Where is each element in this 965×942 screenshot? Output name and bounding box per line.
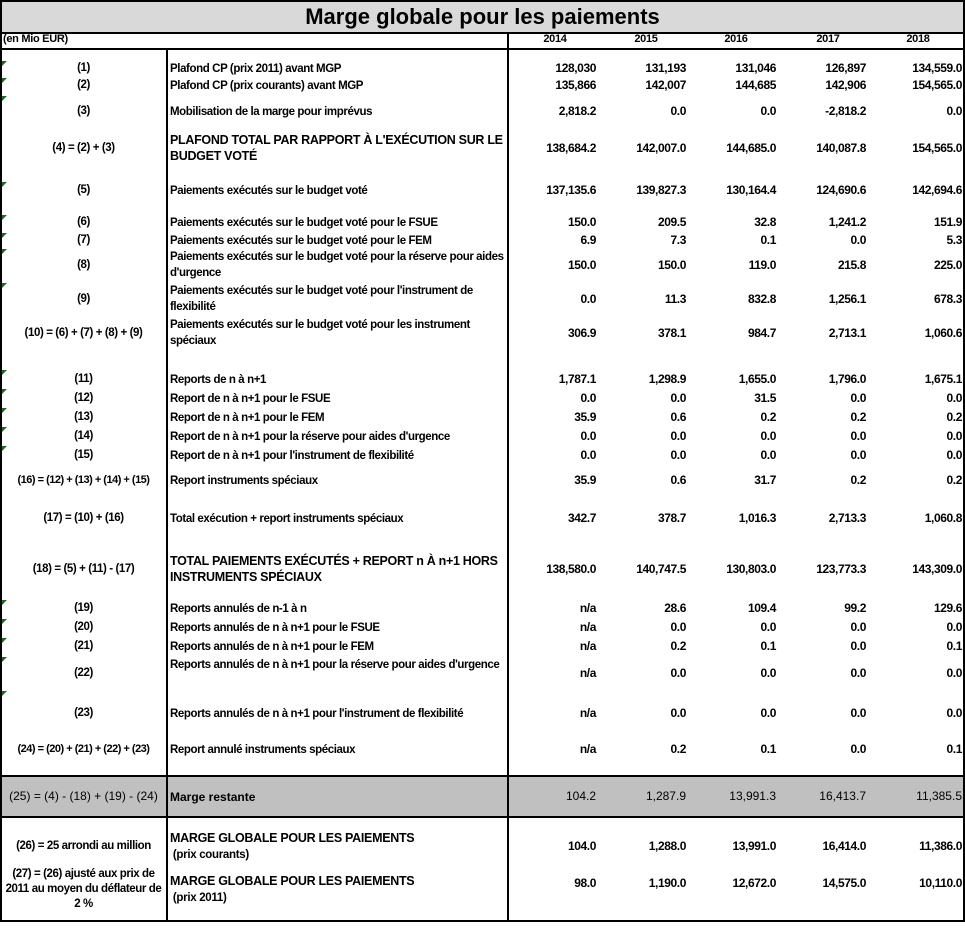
year-header-2016: 2016	[724, 33, 748, 45]
value-2018: 1,675.1	[924, 372, 962, 386]
value-2014: 104.2	[565, 789, 596, 803]
value-2018: 0.2	[946, 410, 962, 424]
value-2014: 137,135.6	[546, 183, 596, 197]
cell-comment-marker-icon	[2, 249, 7, 254]
table-title: Marge globale pour les paiements	[0, 0, 965, 34]
value-2018: 0.1	[946, 639, 962, 653]
value-2014: n/a	[579, 742, 596, 756]
value-2014: 138,580.0	[546, 562, 596, 576]
value-2015: 1,288.0	[648, 839, 686, 853]
value-2016: 1,655.0	[738, 372, 776, 386]
value-2016: 0.0	[760, 620, 776, 634]
value-2014: 128,030	[555, 61, 596, 75]
row-formula: (17) = (10) + (16)	[43, 512, 124, 524]
value-2015: 0.0	[670, 620, 686, 634]
value-2017: 16,413.7	[819, 789, 866, 803]
value-2017: 126,897	[825, 61, 866, 75]
value-2016: 13,991.3	[729, 789, 776, 803]
value-2018: 151.9	[933, 215, 962, 229]
value-2018: 143,309.0	[912, 562, 962, 576]
value-2016: 12,672.0	[732, 876, 776, 890]
value-2014: 1,787.1	[558, 372, 596, 386]
row-formula: (14)	[74, 430, 93, 442]
row-formula: (6)	[77, 216, 90, 228]
year-header-2015: 2015	[634, 33, 658, 45]
value-2018: 678.3	[933, 292, 962, 306]
value-2014: 342.7	[567, 511, 596, 525]
value-2015: 142,007	[645, 78, 686, 92]
unit-label: (en Mio EUR)	[3, 33, 68, 45]
row-label-line1: MARGE GLOBALE POUR LES PAIEMENTS	[170, 831, 415, 845]
value-2014: 138,684.2	[546, 141, 596, 155]
row-label: Report de n à n+1 pour le FEM	[170, 412, 325, 424]
value-2018: 11,386.0	[919, 839, 962, 853]
value-2014: n/a	[579, 666, 596, 680]
value-2016: 130,164.4	[726, 183, 776, 197]
value-2018: 0.0	[946, 620, 962, 634]
value-2017: 0.0	[850, 448, 866, 462]
value-2017: 0.0	[850, 429, 866, 443]
row-formula: (20)	[74, 621, 93, 633]
value-2018: 154,565.0	[912, 141, 962, 155]
value-2016: 0.1	[760, 639, 776, 653]
value-2015: 7.3	[670, 233, 686, 247]
row-label-line2: (prix 2011)	[170, 892, 227, 904]
value-2018: 0.0	[946, 448, 962, 462]
value-2014: 0.0	[580, 448, 596, 462]
value-2017: 0.0	[850, 233, 866, 247]
value-2018: 225.0	[933, 258, 962, 272]
value-2018: 0.0	[946, 391, 962, 405]
row-formula: (5)	[77, 184, 90, 196]
row-formula: (24) = (20) + (21) + (22) + (23)	[17, 743, 150, 755]
year-header-2018: 2018	[906, 33, 930, 45]
row-label: Reports annulés de n à n+1 pour le FSUE	[170, 622, 380, 634]
value-2014: 0.0	[580, 391, 596, 405]
value-2017: 142,906	[825, 78, 866, 92]
value-2017: 0.2	[850, 473, 866, 487]
row-label: Plafond CP (prix 2011) avant MGP	[170, 63, 342, 75]
value-2018: 142,694.6	[912, 183, 962, 197]
row-formula: (26) = 25 arrondi au million	[16, 840, 151, 852]
value-2018: 0.0	[946, 429, 962, 443]
value-2018: 1,060.6	[924, 326, 962, 340]
cell-comment-marker-icon	[2, 283, 7, 288]
row-label: Paiements exécutés sur le budget voté pour les instrument spéciaux	[170, 319, 470, 347]
value-2018: 134,559.0	[912, 61, 962, 75]
value-2016: 0.0	[760, 666, 776, 680]
row-formula: (10) = (6) + (7) + (8) + (9)	[24, 327, 143, 339]
row-label: Reports annulés de n à n+1 pour le FEM	[170, 641, 374, 653]
cell-comment-marker-icon	[2, 657, 7, 662]
row-label: Plafond CP (prix courants) avant MGP	[170, 80, 364, 92]
value-2016: 119.0	[748, 258, 776, 272]
value-2015: 140,747.5	[636, 562, 686, 576]
row-label-line2: (prix courants)	[170, 849, 249, 861]
value-2017: 0.0	[850, 706, 866, 720]
value-2018: 0.1	[946, 742, 962, 756]
year-header-2017: 2017	[816, 33, 840, 45]
value-2015: 139,827.3	[636, 183, 686, 197]
value-2016: 0.1	[760, 233, 776, 247]
value-2016: 131,046	[735, 61, 776, 75]
value-2014: 0.0	[580, 429, 596, 443]
value-2015: 150.0	[657, 258, 686, 272]
value-2017: 1,241.2	[828, 215, 866, 229]
value-2017: 0.0	[850, 742, 866, 756]
value-2018: 154,565.0	[912, 78, 962, 92]
value-2015: 131,193	[645, 61, 686, 75]
value-2016: 0.1	[760, 742, 776, 756]
row-label: Report instruments spéciaux	[170, 475, 318, 487]
row-label-line1: MARGE GLOBALE POUR LES PAIEMENTS	[170, 874, 415, 888]
value-2015: 28.6	[664, 601, 686, 615]
value-2017: -2,818.2	[825, 104, 866, 118]
value-2016: 109.4	[747, 601, 776, 615]
value-2014: 35.9	[574, 473, 596, 487]
value-2014: n/a	[579, 620, 596, 634]
value-2018: 1,060.8	[924, 511, 962, 525]
value-2014: n/a	[579, 706, 596, 720]
row25-bottom-border	[0, 816, 965, 818]
value-2018: 129.6	[933, 601, 962, 615]
value-2016: 0.0	[760, 706, 776, 720]
value-2017: 0.0	[850, 666, 866, 680]
value-2015: 1,190.0	[648, 876, 686, 890]
value-2016: 130,803.0	[726, 562, 776, 576]
row-formula: (2)	[77, 79, 90, 91]
row-label: Report de n à n+1 pour l'instrument de flexibilité	[170, 450, 414, 462]
row-formula: (13)	[74, 411, 93, 423]
row-formula: (7)	[77, 234, 90, 246]
row-label: Paiements exécutés sur le budget voté	[170, 185, 368, 197]
row-label: Report annulé instruments spéciaux	[170, 744, 356, 756]
value-2016: 0.0	[760, 104, 776, 118]
row-label: Paiements exécutés sur le budget voté pour l'instrument de flexibilité	[170, 285, 473, 313]
row-formula: (22)	[74, 667, 93, 679]
value-2016: 0.2	[760, 410, 776, 424]
value-2018: 11,385.5	[916, 789, 962, 803]
value-2018: 10,110.0	[919, 876, 962, 890]
value-2014: 2,818.2	[558, 104, 596, 118]
value-2017: 0.0	[850, 620, 866, 634]
row-formula: (19)	[74, 602, 93, 614]
value-2015: 0.0	[670, 429, 686, 443]
value-2016: 31.5	[754, 391, 776, 405]
row-label	[170, 873, 506, 906]
row-label: Reports annulés de n à n+1 pour l'instrument de flexibilité	[170, 708, 464, 720]
row-label: Marge restante	[170, 790, 256, 804]
value-2014: 6.9	[580, 233, 596, 247]
value-2018: 0.2	[946, 473, 962, 487]
value-2016: 32.8	[754, 215, 776, 229]
value-2018: 0.0	[946, 706, 962, 720]
value-2014: 98.0	[574, 876, 596, 890]
row-formula: (8)	[77, 259, 90, 271]
year-header-2014: 2014	[543, 33, 567, 45]
value-2017: 99.2	[844, 601, 866, 615]
value-2015: 209.5	[657, 215, 686, 229]
row-label: Total exécution + report instruments spéciaux	[170, 513, 404, 525]
value-2017: 123,773.3	[816, 562, 866, 576]
value-2017: 140,087.8	[816, 141, 866, 155]
value-2014: n/a	[579, 601, 596, 615]
row-label: Mobilisation de la marge pour imprévus	[170, 106, 373, 118]
value-2015: 11.3	[664, 292, 686, 306]
value-2017: 0.0	[850, 391, 866, 405]
value-2017: 2,713.3	[828, 511, 866, 525]
value-2017: 2,713.1	[828, 326, 866, 340]
value-2017: 14,575.0	[822, 876, 866, 890]
value-2014: 306.9	[567, 326, 596, 340]
value-2014: 104.0	[567, 839, 596, 853]
row-label: Reports annulés de n-1 à n	[170, 603, 307, 615]
row-formula: (3)	[77, 105, 90, 117]
value-2015: 0.0	[670, 104, 686, 118]
row-formula: (25) = (4) - (18) + (19) - (24)	[9, 789, 158, 803]
row-formula: (1)	[77, 62, 90, 74]
value-2017: 215.8	[837, 258, 866, 272]
value-2016: 144,685.0	[726, 141, 776, 155]
value-2017: 16,414.0	[822, 839, 866, 853]
value-2015: 1,298.9	[648, 372, 686, 386]
row-formula: (15)	[74, 449, 93, 461]
row-label: Paiements exécutés sur le budget voté pour le FSUE	[170, 217, 438, 229]
value-2015: 0.2	[670, 639, 686, 653]
value-2018: 5.3	[946, 233, 962, 247]
value-2015: 378.1	[657, 326, 686, 340]
value-2016: 31.7	[754, 473, 776, 487]
value-2014: 35.9	[574, 410, 596, 424]
row-label: Reports de n à n+1	[170, 374, 267, 386]
value-2015: 0.0	[670, 391, 686, 405]
value-2018: 0.0	[946, 666, 962, 680]
header-divider	[507, 32, 509, 50]
value-2017: 1,256.1	[828, 292, 866, 306]
value-2018: 0.0	[946, 104, 962, 118]
value-2016: 0.0	[760, 429, 776, 443]
value-2014: 0.0	[580, 292, 596, 306]
row-label: Paiements exécutés sur le budget voté pour le FEM	[170, 235, 432, 247]
value-2017: 0.0	[850, 639, 866, 653]
value-2015: 0.0	[670, 448, 686, 462]
row-label: Report de n à n+1 pour le FSUE	[170, 393, 331, 405]
row-label	[170, 830, 506, 863]
value-2017: 124,690.6	[816, 183, 866, 197]
value-2015: 0.0	[670, 706, 686, 720]
value-2014: 150.0	[567, 215, 596, 229]
row-formula: (23)	[74, 707, 93, 719]
value-2014: 135,866	[555, 78, 596, 92]
value-2016: 832.8	[747, 292, 776, 306]
row-formula: (16) = (12) + (13) + (14) + (15)	[17, 474, 150, 486]
value-2016: 144,685	[735, 78, 776, 92]
value-2015: 1,287.9	[645, 789, 686, 803]
value-2016: 1,016.3	[738, 511, 776, 525]
value-2014: n/a	[579, 639, 596, 653]
row25-top-border	[0, 775, 965, 777]
cell-comment-marker-icon	[2, 691, 7, 696]
row-formula: (27) = (26) ajusté aux prix de 2011 au moyen du déflateur de 2 %	[5, 868, 162, 910]
value-2017: 0.2	[850, 410, 866, 424]
value-2015: 0.2	[670, 742, 686, 756]
header-row	[0, 32, 965, 50]
value-2015: 142,007.0	[636, 141, 686, 155]
value-2015: 0.0	[670, 666, 686, 680]
value-2014: 150.0	[567, 258, 596, 272]
cell-comment-marker-icon	[2, 96, 7, 101]
row-formula: (11)	[74, 373, 93, 385]
value-2015: 378.7	[657, 511, 686, 525]
row-formula: (4) = (2) + (3)	[52, 142, 115, 154]
row-label: TOTAL PAIEMENTS EXÉCUTÉS + REPORT n À n+1 HORS INSTRUMENTS SPÉCIAUX	[170, 554, 498, 584]
value-2016: 13,991.0	[732, 839, 776, 853]
row-label: PLAFOND TOTAL PAR RAPPORT À L'EXÉCUTION SUR LE BUDGET VOTÉ	[170, 133, 503, 163]
row-label: Report de n à n+1 pour la réserve pour aides d'urgence	[170, 431, 450, 443]
row-label: Reports annulés de n à n+1 pour la réserve pour aides d'urgence	[170, 659, 500, 671]
row-label: Paiements exécutés sur le budget voté pour la réserve pour aides d'urgence	[170, 251, 504, 279]
value-2015: 0.6	[670, 410, 686, 424]
row-formula: (12)	[74, 392, 93, 404]
row-formula: (9)	[77, 293, 90, 305]
value-2016: 0.0	[760, 448, 776, 462]
row-formula: (18) = (5) + (11) - (17)	[32, 563, 135, 575]
row-formula: (21)	[74, 640, 93, 652]
value-2015: 0.6	[670, 473, 686, 487]
value-2017: 1,796.0	[828, 372, 866, 386]
value-2016: 984.7	[747, 326, 776, 340]
